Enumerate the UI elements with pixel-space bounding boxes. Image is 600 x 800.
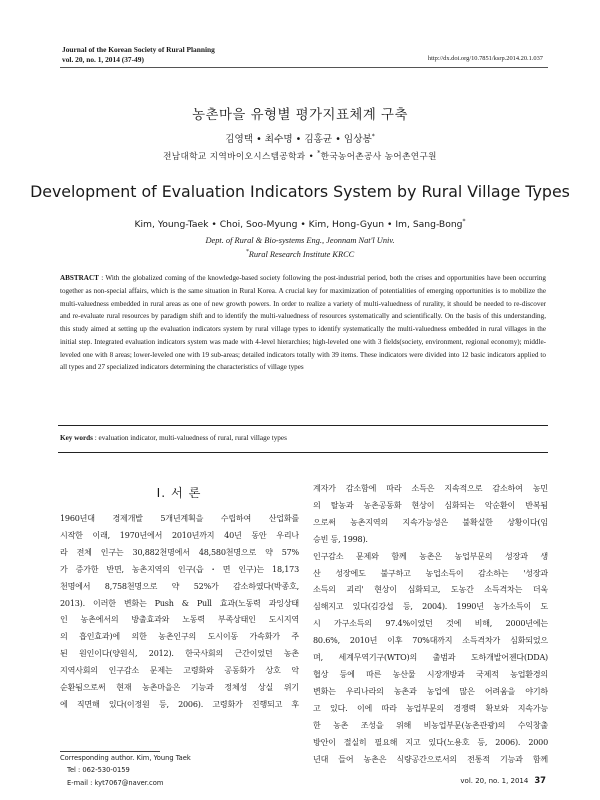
abstract — [60, 272, 546, 374]
body-line: 2013). 이러한 변화는 Push & Pull 효과(노동력 과잉상태 — [60, 598, 299, 608]
footnote-author: Corresponding author. Kim, Young Taek — [60, 754, 191, 762]
footnote-tel: Tel : 062-530-0159 — [67, 766, 130, 775]
affiliation-english-sup: * — [245, 249, 249, 256]
body-line: 협상 등에 따른 농산물 시장개방과 국제적 농업환경의 — [313, 669, 548, 679]
volume-info: vol. 20, no. 1, 2014 (37-49) — [62, 55, 144, 64]
body-line: 인구감소 문제와 함께 농촌은 농업부문의 성장과 생 — [313, 551, 548, 561]
body-line: 인 농촌에서의 방출효과와 노동력 부족상태인 도시지역 — [60, 615, 299, 625]
authors-korean — [0, 131, 600, 145]
affiliation-korean-2: 한국농어촌공사 농어촌연구원 — [320, 152, 437, 162]
keywords-rule-top — [58, 425, 548, 426]
body-line: 80.6%, 2010년 이후 70%대까지 소득격차가 심화되었으 — [313, 636, 548, 646]
footer-volume: vol. 20, no. 1, 2014 — [460, 777, 529, 785]
title-korean: 농촌마을 유형별 평가지표체계 구축 — [192, 108, 408, 123]
body-line: 순환됨으로써 현재 농촌마을은 기능과 정체성 상실 위기 — [60, 683, 299, 693]
header-divider — [60, 67, 548, 68]
affiliation-english-2-text: Rural Research Institute KRCC — [248, 250, 355, 259]
journal-header — [62, 45, 215, 65]
body-line: 라 전체 인구는 30,882천명에서 48,580천명으로 약 57% — [60, 547, 299, 557]
corresponding-author-footnote — [60, 752, 191, 789]
body-line: 한 농촌 조성을 위해 비농업부문(농촌관광)의 수익창출 — [313, 720, 548, 730]
body-line: 의 흡인효과)에 의한 농촌인구의 도시이동 가속화가 주 — [60, 632, 299, 642]
authors-korean-names: 김영택 • 최수명 • 김홍균 • 임상봉 — [225, 134, 372, 145]
authors-english-sup: * — [462, 217, 466, 225]
doi-link[interactable]: http://dx.doi.org/10.7851/ksrp.2014.20.1.037 — [427, 55, 543, 62]
body-line: 고 있다. 이에 따라 농업부문의 경쟁력 확보와 지속가능 — [313, 703, 548, 713]
footnote-email: E-mail : kyt7067@naver.com — [67, 778, 164, 787]
affiliation-english-1: Dept. of Rural & Bio-systems Eng., Jeonnam Nat'l Univ. — [205, 236, 395, 245]
body-line: 천명에서 8,758천명으로 약 52%가 감소하였다(박종호, — [60, 581, 299, 591]
body-line: 에 직면해 있다(이정원 등, 2006). 고령화가 진행되고 후 — [60, 699, 299, 709]
body-line: 변화는 우리나라의 농촌과 농업에 많은 어려움을 야기하 — [313, 686, 548, 696]
body-line: 계자가 감소함에 따라 소득은 지속적으로 감소하여 농민 — [313, 484, 548, 493]
keywords — [60, 434, 546, 442]
body-line: 시 가구소득의 97.4%이었던 것에 비해, 2000년에는 — [313, 619, 548, 629]
keywords-label: Key words — [60, 434, 93, 442]
body-line: 산 성장에도 불구하고 농업소득이 감소하는 '성장과 — [313, 568, 548, 578]
authors-english-names: Kim, Young-Taek • Choi, Soo-Myung • Kim, Hong-Gyun • Im, Sang-Bong — [134, 219, 463, 230]
body-line: 소득의 괴리' 현상이 심화되고, 도농간 소득격차는 더욱 — [313, 585, 548, 595]
affiliation-korean — [0, 150, 600, 162]
page-number: 37 — [534, 775, 546, 785]
authors-korean-sup: * — [371, 132, 375, 140]
keywords-text: : evaluation indicator, multi-valuedness of rural, rural village types — [92, 434, 287, 442]
affiliation-korean-1: 전남대학교 지역바이오시스템공학과 • — [163, 152, 315, 162]
title-english: Development of Evaluation Indicators System by Rural Village Types — [30, 182, 570, 201]
body-right-column — [313, 481, 548, 768]
affiliation-korean-sup: * — [317, 150, 321, 158]
page-footer — [460, 775, 546, 785]
body-line: 방안이 절실히 필요해 지고 있다(노용호 등, 2006). 2000 — [313, 737, 548, 747]
authors-english — [0, 219, 600, 230]
body-line: 1960년대 경제개발 5개년계획을 수립하여 산업화를 — [60, 514, 299, 523]
abstract-label: ABSTRACT — [60, 274, 99, 282]
body-line: 심해지고 있다(김강섭 등, 2004). 1990년 농가소득이 도 — [313, 602, 548, 612]
body-line: 며, 세계무역기구(WTO)의 출범과 도하개발어젠다(DDA) — [313, 653, 548, 663]
body-left-column — [60, 511, 299, 714]
body-line: 으로써 농촌지역의 지속가능성은 불확실한 상황이다(임 — [313, 517, 548, 527]
section-heading-introduction: Ⅰ. 서 론 — [156, 486, 202, 500]
body-line: 의 탈농과 농촌공동화 현상이 심화되는 악순환이 반복됨 — [313, 500, 548, 510]
journal-name: Journal of the Korean Society of Rural Planning — [62, 45, 215, 54]
body-line: 승빈 등, 1998). — [313, 534, 368, 544]
abstract-text: : With the globalized coming of the knowledge-based society following the post-industrial period, both the crises and opportunities have been occurring together as non-special affairs, which is the same situation in Rural Korea. A crucial key for maximization of potentialities of emerging opportunities is to mobilize the multi-valuedness embedded in rural areas as one of new growth powers. In order to realize a variety of multi-valuedness of rurality, it should be needed to re-discover and re-evaluate rural resources by paradigm shift and to identify the multi-valuedness of resources systematically and scientifically. On the basis of this understanding, this study aimed at setting up the evaluation indicators system by rural village types to identify systematically the multi-valuedness embedded in rural villages in the initial step. Integrated evaluation indicators system was made with 4-level hierarchies; high-leveled one with 3 fields(society, environment, regional economy); middle-leveled one with 8 areas; lower-leveled one with 19 sub-areas; detailed indicators totally with 39 items. These indicators were divided into 12 basic indicators applied to all types and 27 specialized indicators determining the characteristics of village types — [60, 274, 546, 372]
body-line: 된 원인이다(양원식, 2012). 한국사회의 근간이었던 농촌 — [60, 649, 299, 659]
body-line: 시작한 이래, 1970년에서 2010년까지 40년 동안 우리나 — [60, 530, 299, 540]
keywords-rule-bottom — [58, 452, 548, 453]
affiliation-english-2 — [0, 250, 600, 259]
body-line: 지역사회의 인구감소 문제는 고령화와 공동화가 상호 악 — [60, 666, 299, 676]
body-line: 가 증가한 반면, 농촌지역의 인구(읍・면 인구)는 18,173 — [60, 564, 299, 574]
body-line: 년대 들어 농촌은 식량공간으로서의 전통적 기능과 함께 — [313, 754, 548, 764]
